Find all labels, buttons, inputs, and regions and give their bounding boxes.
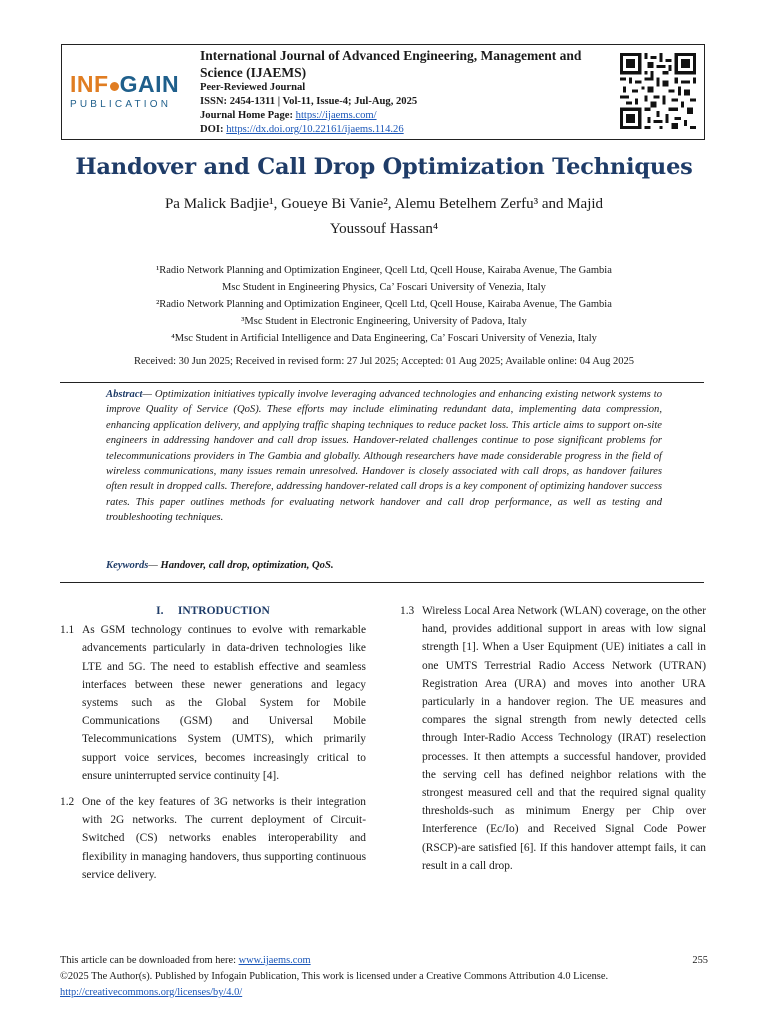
license-link[interactable]: http://creativecommons.org/licenses/by/4.0/	[60, 987, 243, 998]
keywords-dash: —	[148, 560, 161, 571]
issn-line: ISSN: 2454-1311 | Vol-11, Issue-4; Jul-Aug, 2025	[200, 96, 418, 107]
journal-info	[200, 47, 620, 137]
logo-text-gain: GAIN	[119, 71, 180, 97]
peer-reviewed-label: Peer-Reviewed Journal	[200, 82, 306, 93]
affiliation-line: ⁴Msc Student in Artificial Intelligence and Data Engineering, Ca’ Foscari University of Venezia, Italy	[171, 333, 597, 344]
license-line	[60, 969, 708, 1001]
paragraph	[60, 621, 366, 785]
homepage-line	[200, 109, 620, 123]
left-column	[60, 602, 366, 892]
paragraph-number: 1.2	[60, 796, 75, 809]
authors-line: Pa Malick Badjie¹, Goueye Bi Vanie², Alemu Betelhem Zerfu³ and Majid	[164, 196, 604, 212]
download-line	[60, 953, 708, 969]
infogain-logo	[70, 73, 182, 110]
page-number: 255	[692, 955, 708, 966]
paragraph	[400, 602, 706, 875]
keywords-text: Handover, call drop, optimization, QoS.	[160, 560, 334, 571]
download-link[interactable]: www.ijaems.com	[238, 955, 311, 966]
abstract	[106, 387, 662, 526]
license-text: ©2025 The Author(s). Published by Infogain Publication, This work is licensed under a Creative Commons Attribution 4.0 License.	[60, 971, 609, 982]
divider	[60, 382, 704, 383]
logo-subtitle: PUBLICATION	[70, 99, 172, 110]
publication-dates: Received: 30 Jun 2025; Received in revised form: 27 Jul 2025; Accepted: 01 Aug 2025; Available online: 04 Aug 2025	[134, 356, 634, 367]
doi-link[interactable]: https://dx.doi.org/10.22161/ijaems.114.26	[226, 124, 404, 135]
keywords-label: Keywords	[106, 560, 149, 571]
logo-text-inf: INF	[70, 71, 109, 97]
abstract-label: Abstract	[106, 389, 143, 400]
logo-dot-icon	[110, 82, 119, 91]
qr-code-icon	[620, 53, 696, 129]
abstract-text: Optimization initiatives typically involve leveraging advanced technologies and enhancing existing network systems to improve Quality of Service (QoS). These efforts may include eliminating redundant data, implementing data compression, enhancing application delivery, and applying traffic shaping techniques to reduce packet loss. This article aims to support on-site engineers in addressing handover and call drop issues. Handover-related challenges continue to pose significant problems for telecommunications providers in The Gambia and globally. Although researchers have made considerable progress in the field of wireless communications, many issues remain unresolved. Handover is closely associated with call drops, as handover failures often result in dropped calls. Therefore, addressing handover-related call drops is a key component of optimizing handover success rates. This paper outlines methods for evaluating network handover and call drop performance, as well as testing and troubleshooting techniques.	[106, 389, 662, 524]
affiliations	[40, 262, 728, 347]
homepage-label: Journal Home Page:	[200, 110, 293, 121]
doi-line	[200, 123, 620, 137]
paragraph-number: 1.1	[60, 624, 75, 637]
doi-label: DOI:	[200, 124, 224, 135]
affiliation-line: ³Msc Student in Electronic Engineering, University of Padova, Italy	[241, 316, 527, 327]
affiliation-line: Msc Student in Engineering Physics, Ca’ Foscari University of Venezia, Italy	[222, 282, 546, 293]
paragraph-text: As GSM technology continues to evolve with remarkable advancements particularly in data-driven technologies like LTE and 5G. The need to establish effective and seamless interfaces between these newer generations and legacy systems such as the Global System for Mobile Communications (GSM) and Universal Mobile Telecommunications System (UMTS), which primarily support voice services, becomes increasingly critical to ensure uninterrupted service continuity [4].	[82, 624, 366, 782]
download-text: This article can be downloaded from here:	[60, 955, 239, 966]
right-column	[400, 602, 706, 883]
paragraph-text: Wireless Local Area Network (WLAN) coverage, on the other hand, provides additional support in areas with low signal strength [1]. When a User Equipment (UE) initiates a call in one UMTS Terrestrial Radio Access Network (UTRAN) Registration Area (URA) and moves into another URA particularly in a handover region. The UE measures and compares the signal strength from newly detected cells through Inter-Radio Access Technology (IRAT) reselection processes. It then attempts a successful handover, provided the serving cell has defined neighbor relations with the strongest measured cell and that the required signal quality thresholds-such as minimum Energy per Chip over Interference (Ec/Io) and Received Signal Code Power (RSCP)-are satisfied [6]. If this handover attempt fails, it can result in a call drop.	[422, 605, 706, 872]
abstract-dash: —	[142, 389, 155, 400]
section-heading: I. INTRODUCTION	[156, 605, 270, 617]
divider	[60, 582, 704, 583]
authors-line: Youssouf Hassan⁴	[329, 221, 439, 237]
keywords	[106, 560, 662, 571]
paragraph-text: One of the key features of 3G networks is their integration with 2G networks. The current deployment of Circuit-Switched (CS) networks enables interoperability and flexibility in managing handovers, thus supporting continuous service delivery.	[82, 796, 366, 881]
affiliation-line: ²Radio Network Planning and Optimization Engineer, Qcell Ltd, Qcell House, Kairaba Avenue, The Gambia	[156, 299, 612, 310]
paragraph-number: 1.3	[400, 605, 415, 617]
authors	[60, 192, 708, 242]
affiliation-line: ¹Radio Network Planning and Optimization Engineer, Qcell Ltd, Qcell House, Kairaba Avenue, The Gambia	[156, 265, 612, 276]
journal-header	[61, 44, 705, 140]
paragraph	[60, 793, 366, 884]
journal-title: International Journal of Advanced Engineering, Management and Science (IJAEMS)	[200, 48, 582, 80]
homepage-link[interactable]: https://ijaems.com/	[295, 110, 377, 121]
page-footer	[60, 953, 708, 1001]
paper-title: Handover and Call Drop Optimization Techniques	[75, 154, 693, 180]
